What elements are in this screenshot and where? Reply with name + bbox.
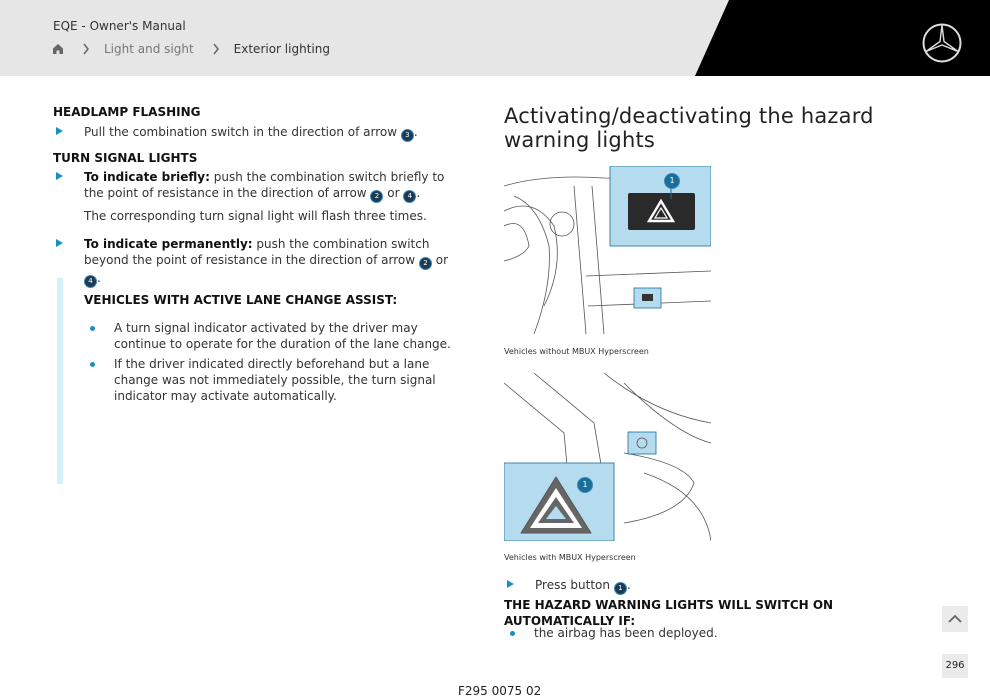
list-item: the airbag has been deployed.: [504, 625, 934, 641]
callout-2-icon: 2: [370, 190, 383, 203]
briefly-label: To indicate briefly:: [84, 170, 210, 184]
scroll-to-top-button[interactable]: [942, 606, 968, 632]
callout-3-icon: 3: [401, 129, 414, 142]
figure-caption-with-hyperscreen: Vehicles with MBUX Hyperscreen: [504, 553, 636, 562]
home-icon[interactable]: [52, 43, 64, 55]
briefly-result: The corresponding turn signal light will flash three times.: [84, 209, 427, 223]
briefly-step: To indicate briefly: push the combination switch briefly to the point of resistance in the direction of arrow 2 or 4 .: [53, 169, 463, 203]
step-arrow-icon: [56, 239, 63, 247]
page-number: 296: [942, 654, 968, 678]
callout-4-icon: 4: [84, 275, 97, 288]
figure-reference: F295 0075 02: [458, 684, 542, 698]
or-text: or: [387, 186, 400, 200]
headlamp-text: Pull the combination switch in the direction of arrow: [84, 125, 398, 139]
step-arrow-icon: [507, 580, 514, 588]
figure-without-hyperscreen: [504, 166, 711, 334]
app-title: EQE - Owner's Manual: [53, 19, 186, 33]
perm-label: To indicate permanently:: [84, 237, 253, 251]
headlamp-step: Pull the combination switch in the direction of arrow 3 .: [53, 124, 463, 142]
list-item: If the driver indicated directly beforehand but a lane change was not immediately possible, the turn signal indicator may activate automatically.: [53, 356, 463, 404]
briefly-text: push the combination switch briefly to the point of resistance in the direction of arrow: [84, 170, 445, 200]
permanent-step: To indicate permanently: push the combination switch beyond the point of resistance in the direction of arrow 2 or 4 .: [53, 236, 463, 288]
figure-with-hyperscreen: [504, 373, 711, 541]
mercedes-star-icon: [921, 22, 963, 64]
step-arrow-icon: [56, 172, 63, 180]
callout-2-icon: 2: [419, 257, 432, 270]
step-arrow-icon: [56, 127, 63, 135]
list-item: A turn signal indicator activated by the driver may continue to operate for the duration of the lane change.: [53, 320, 463, 352]
chevron-right-icon: [82, 43, 90, 55]
or-text: or: [435, 253, 449, 267]
auto-heading: THE HAZARD WARNING LIGHTS WILL SWITCH ON AUTOMATICALLY IF:: [504, 598, 834, 628]
left-column: [53, 104, 463, 404]
figure-callout-1-icon: 1: [664, 173, 680, 189]
chevron-right-icon: [212, 43, 220, 55]
chevron-up-icon: [942, 606, 968, 632]
page-title: Activating/deactivating the hazard warning lights: [504, 104, 874, 152]
breadcrumb-item-light-and-sight[interactable]: Light and sight: [104, 42, 194, 56]
assist-heading: VEHICLES WITH ACTIVE LANE CHANGE ASSIST:: [84, 293, 398, 307]
press-step: Press button 1 .: [504, 577, 935, 595]
breadcrumb: [52, 42, 330, 56]
bullet-icon: [90, 326, 95, 331]
perm-text: push the combination switch beyond the point of resistance in the direction of arrow: [84, 237, 430, 267]
figure-callout-1-icon: 1: [577, 477, 593, 493]
figure-caption-without-hyperscreen: Vehicles without MBUX Hyperscreen: [504, 347, 649, 356]
headlamp-heading: HEADLAMP FLASHING: [53, 105, 201, 119]
press-text: Press button: [535, 578, 610, 592]
bullet-icon: [90, 362, 95, 367]
turn-heading: TURN SIGNAL LIGHTS: [53, 151, 198, 165]
bullet-icon: [510, 631, 515, 636]
callout-4-icon: 4: [403, 190, 416, 203]
breadcrumb-item-exterior-lighting: Exterior lighting: [233, 42, 330, 56]
callout-1-icon: 1: [614, 582, 627, 595]
assist-heading-row: [53, 292, 463, 308]
